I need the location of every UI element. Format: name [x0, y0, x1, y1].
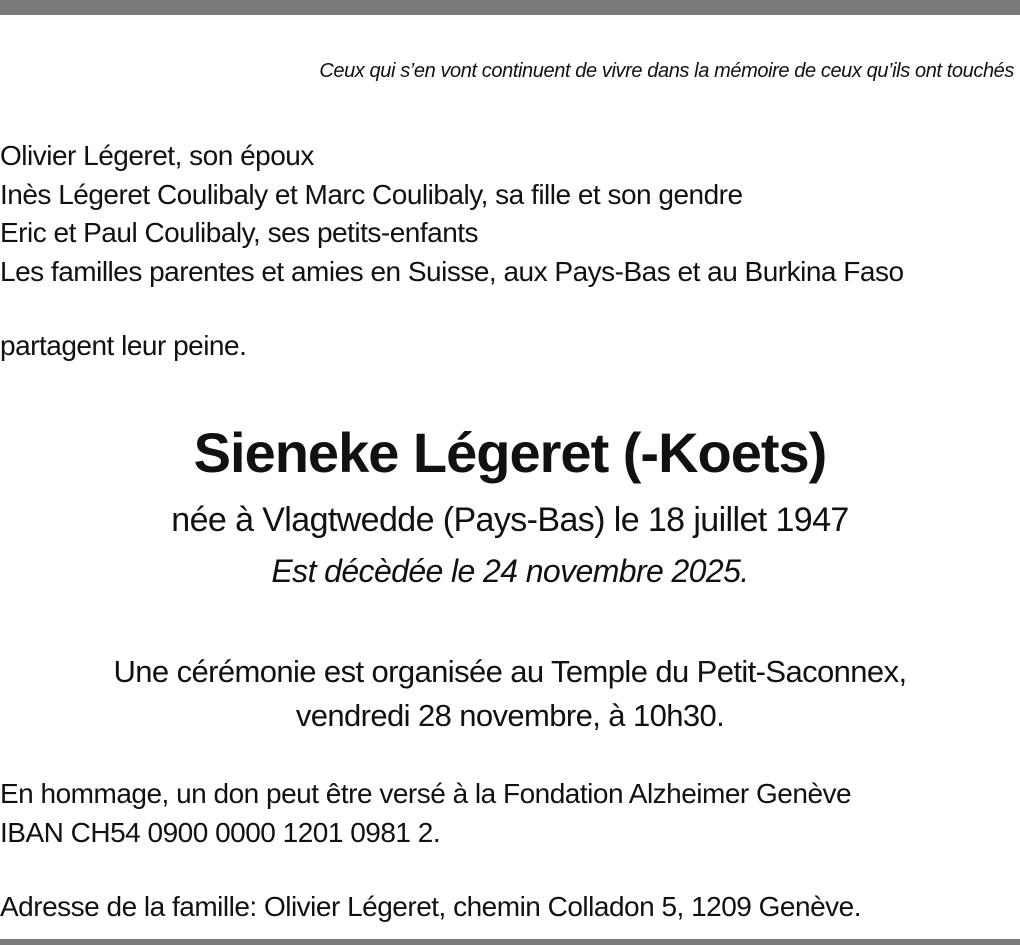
family-address: Adresse de la famille: Olivier Légeret, chemin Colladon 5, 1209 Genève. — [0, 891, 861, 922]
bottom-divider — [0, 939, 1020, 945]
share-grief-line: partagent leur peine. — [0, 330, 247, 361]
mourner-line: Inès Légeret Coulibaly et Marc Coulibaly, sa fille et son gendre — [0, 178, 743, 210]
iban-line: IBAN CH54 0900 0000 1201 0981 2. — [0, 817, 441, 848]
ceremony-line-2: vendredi 28 novembre, à 10h30. — [295, 698, 725, 733]
top-divider — [0, 0, 1020, 15]
donation-info — [0, 774, 851, 852]
ceremony-line-1: Une cérémonie est organisée au Temple du Petit-Saconnex, — [113, 654, 907, 689]
birth-line: née à Vlagtwedde (Pays-Bas) le 18 juillet 1947 — [171, 501, 849, 539]
epigraph: Ceux qui s’en vont continuent de vivre dans la mémoire de ceux qu’ils ont touchés — [319, 60, 1014, 82]
deceased-name: Sieneke Légeret (-Koets) — [193, 421, 827, 484]
mourners-list — [0, 137, 904, 291]
mourner-line: Olivier Légeret, son époux — [0, 140, 314, 171]
donation-line: En hommage, un don peut être versé à la Fondation Alzheimer Genève — [0, 778, 852, 809]
death-line: Est décèdée le 24 novembre 2025. — [271, 553, 749, 589]
ceremony-info — [0, 650, 1020, 738]
mourner-line: Eric et Paul Coulibaly, ses petits-enfants — [0, 217, 479, 248]
mourner-line: Les familles parentes et amies en Suisse, aux Pays-Bas et au Burkina Faso — [0, 255, 904, 287]
